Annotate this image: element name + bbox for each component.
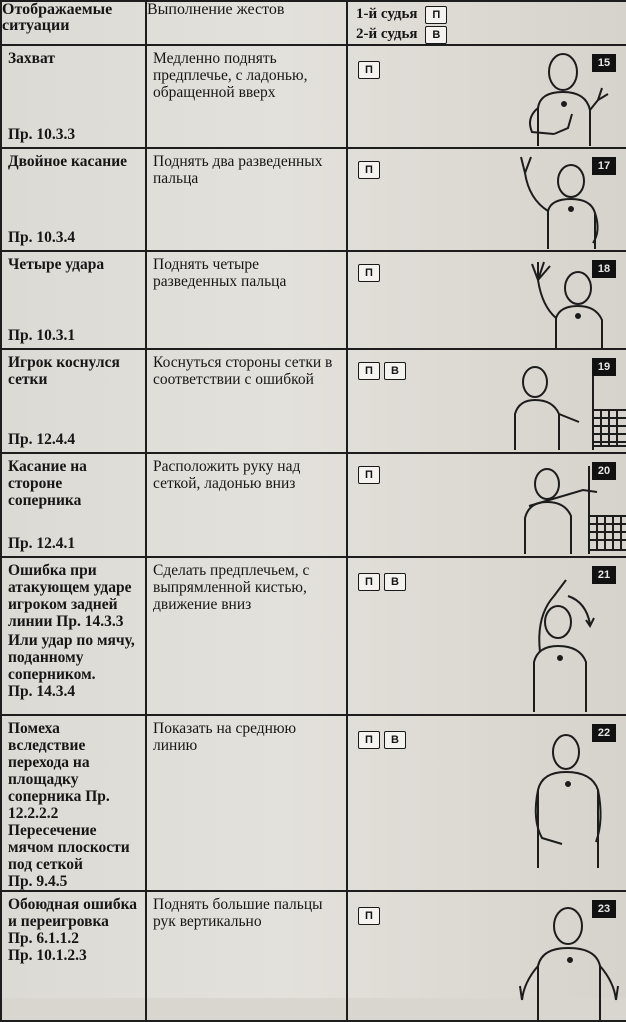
referee-badge: П xyxy=(358,573,380,591)
referee-1-badge: П xyxy=(425,6,447,24)
gesture-cell xyxy=(146,453,347,557)
gesture-cell xyxy=(146,891,347,1021)
header-row xyxy=(1,1,626,45)
situation-line: Пересечение мячом плоскости под сеткой xyxy=(8,822,130,873)
gesture-cell xyxy=(146,715,347,891)
gesture-text: Поднять большие пальцы рук вертикально xyxy=(153,896,323,930)
header-situations: Отображаемые ситуации xyxy=(1,1,146,45)
attack-hit-fault-figure xyxy=(496,566,626,712)
rule-reference: Пр. 12.4.1 xyxy=(8,535,76,552)
referee-badge: П xyxy=(358,362,380,380)
situation-cell xyxy=(1,891,146,1021)
signal-row xyxy=(1,891,626,1021)
referee-badge: П xyxy=(358,264,380,282)
situation-title: Двойное касание xyxy=(8,153,128,170)
referee-badge: П xyxy=(358,907,380,925)
gesture-text: Расположить руку над сеткой, ладонью вниз xyxy=(153,458,301,492)
gesture-text: Поднять четыре разведенных пальца xyxy=(153,256,287,290)
referee-2-badge: В xyxy=(425,26,447,44)
signal-number: 18 xyxy=(592,260,616,278)
situation-cell xyxy=(1,557,146,715)
rule-reference: Пр. 6.1.1.2 xyxy=(8,930,80,947)
double-fault-figure xyxy=(490,902,626,1020)
header-gestures: Выполнение жестов xyxy=(146,1,347,45)
gesture-text: Сделать предплечьем, с выпрямленной кистью, движение вниз xyxy=(153,562,310,613)
situation-cell xyxy=(1,45,146,148)
signal-number: 22 xyxy=(592,724,616,742)
rule-reference: Пр. 10.3.1 xyxy=(8,327,76,344)
signal-row xyxy=(1,349,626,453)
gesture-cell xyxy=(146,349,347,453)
center-line-figure xyxy=(498,730,626,868)
illustration-cell xyxy=(347,148,626,251)
referee-badge: П xyxy=(358,731,380,749)
rule-reference: Пр. 12.4.4 xyxy=(8,431,76,448)
referee-badge: В xyxy=(384,731,406,749)
referee-2-legend xyxy=(356,26,451,44)
signal-number: 17 xyxy=(592,157,616,175)
illustration-cell xyxy=(347,349,626,453)
referee-1-legend xyxy=(356,6,451,24)
illustration-cell xyxy=(347,251,626,349)
signal-number: 19 xyxy=(592,358,616,376)
rule-reference: Пр. 10.3.3 xyxy=(8,126,76,143)
illustration-cell xyxy=(347,45,626,148)
referee-badge: В xyxy=(384,573,406,591)
situation-cell xyxy=(1,453,146,557)
gesture-cell xyxy=(146,45,347,148)
header-referees xyxy=(347,1,626,45)
gesture-text: Показать на среднюю линию xyxy=(153,720,297,754)
gesture-cell xyxy=(146,148,347,251)
situation-title: Игрок коснулся сетки xyxy=(8,354,120,388)
signal-row xyxy=(1,557,626,715)
situation-cell xyxy=(1,148,146,251)
signal-number: 23 xyxy=(592,900,616,918)
gesture-cell xyxy=(146,557,347,715)
gesture-text: Медленно поднять предплечье, с ладонью, обращенной вверх xyxy=(153,50,308,101)
situation-cell xyxy=(1,349,146,453)
situation-title: Захват xyxy=(8,50,56,67)
gesture-text: Поднять два разведенных пальца xyxy=(153,153,323,187)
situation-line: Помеха вследствие перехода на площадку соперника Пр. 12.2.2.2 xyxy=(8,720,110,822)
signal-row xyxy=(1,148,626,251)
rule-reference: Пр. 10.1.2.3 xyxy=(8,947,87,964)
referee-badge: В xyxy=(384,362,406,380)
situation-line: Или удар по мячу, поданному соперником. xyxy=(8,632,135,683)
referee-2-label: 2-й судья xyxy=(356,26,418,42)
signal-number: 21 xyxy=(592,566,616,584)
situation-title xyxy=(2,716,145,890)
gesture-cell xyxy=(146,251,347,349)
signal-row xyxy=(1,251,626,349)
rule-reference: Пр. 9.4.5 xyxy=(8,873,68,890)
situation-cell xyxy=(1,251,146,349)
signal-number: 15 xyxy=(592,54,616,72)
situation-title: Четыре удара xyxy=(8,256,105,273)
situation-title: Касание на стороне соперника xyxy=(8,458,87,509)
situation-title xyxy=(2,892,145,964)
situation-line: Ошибка при атакующем ударе игроком задней линии Пр. 14.3.3 xyxy=(8,562,132,630)
gesture-text: Коснуться стороны сетки в соответствии с ошибкой xyxy=(153,354,333,388)
illustration-cell xyxy=(347,557,626,715)
referee-1-label: 1-й судья xyxy=(356,6,418,22)
referee-badge: П xyxy=(358,466,380,484)
illustration-cell xyxy=(347,891,626,1021)
signal-row xyxy=(1,715,626,891)
illustration-cell xyxy=(347,453,626,557)
rule-reference: Пр. 10.3.4 xyxy=(8,229,76,246)
signal-row xyxy=(1,453,626,557)
situation-title xyxy=(2,558,145,700)
referee-badge: П xyxy=(358,161,380,179)
signal-row xyxy=(1,45,626,148)
situation-line: Обоюдная ошибка и переигровка xyxy=(8,896,138,930)
rule-reference: Пр. 14.3.4 xyxy=(8,683,76,700)
situation-cell xyxy=(1,715,146,891)
illustration-cell xyxy=(347,715,626,891)
referee-badge: П xyxy=(358,61,380,79)
signal-number: 20 xyxy=(592,462,616,480)
